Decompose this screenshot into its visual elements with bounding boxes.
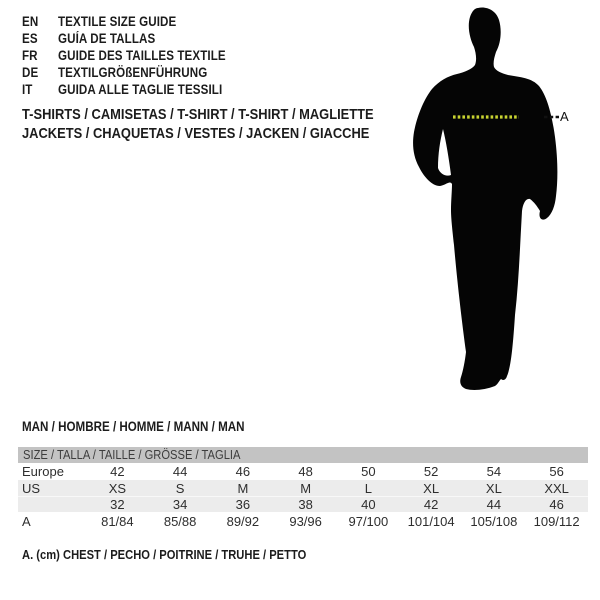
table-cell: 93/96 [289, 513, 322, 529]
table-cell: XL [423, 480, 440, 496]
table-cell: 109/112 [533, 513, 580, 529]
table-cell: 97/100 [348, 513, 389, 529]
table-cell: XS [108, 480, 127, 496]
table-cell: 81/84 [101, 513, 134, 529]
table-cell: 50 [361, 464, 376, 479]
language-title: GUÍA DE TALLAS [58, 31, 156, 46]
row-label: Europe [22, 464, 64, 479]
table-cell: M [300, 480, 312, 496]
table-cell: 52 [423, 464, 439, 479]
table-cell: 56 [549, 464, 564, 479]
garment-type-lines [22, 105, 431, 143]
table-cell: 89/92 [226, 513, 260, 529]
row-label: US [22, 480, 41, 496]
man-silhouette-path [413, 8, 557, 391]
table-cell: 101/104 [407, 513, 455, 529]
garment-line-jackets: JACKETS / CHAQUETAS / VESTES / JACKEN / GIACCHE [22, 125, 370, 142]
table-cell: 46 [235, 464, 251, 479]
table-cell: 38 [298, 497, 313, 512]
table-cell: 42 [423, 497, 439, 512]
table-cell: 32 [110, 497, 125, 512]
size-table-header [18, 447, 588, 463]
table-cell: 48 [298, 464, 313, 479]
table-row-us [18, 480, 588, 496]
table-cell: XXL [544, 480, 569, 496]
language-code: ES [22, 31, 38, 46]
language-row-fr [22, 47, 253, 64]
table-cell: 44 [486, 497, 502, 512]
language-title-list [22, 13, 253, 98]
language-row-it [22, 81, 253, 98]
table-cell: S [175, 480, 185, 496]
table-row-us-numeric [18, 496, 588, 512]
table-row-europe [18, 463, 588, 480]
table-cell: 105/108 [470, 513, 518, 529]
language-row-de [22, 64, 253, 81]
table-cell: 34 [172, 497, 188, 512]
table-cell: 40 [361, 497, 376, 512]
language-code: FR [22, 48, 38, 63]
garment-line-tshirts: T-SHIRTS / CAMISETAS / T-SHIRT / T-SHIRT / MAGLIETTE [22, 106, 374, 123]
table-cell: 46 [549, 497, 564, 512]
row-label: A [22, 513, 31, 529]
table-cell: 36 [235, 497, 251, 512]
table-cell: 44 [172, 464, 188, 479]
table-cell: 85/88 [163, 513, 197, 529]
size-table-header-label: SIZE / TALLA / TAILLE / GRÖSSE / TAGLIA [23, 447, 241, 462]
chest-footnote: A. (cm) CHEST / PECHO / POITRINE / TRUHE / PETTO [22, 547, 307, 562]
table-cell: L [364, 480, 372, 496]
table-row-chest-a [18, 512, 588, 530]
language-title: GUIDE DES TAILLES TEXTILE [58, 48, 226, 63]
man-silhouette-graphic [405, 5, 575, 395]
language-code: DE [22, 65, 39, 80]
language-row-es [22, 30, 253, 47]
language-row-en [22, 13, 253, 30]
size-table [18, 447, 588, 530]
table-cell: M [237, 480, 249, 496]
table-cell: XL [485, 480, 502, 496]
table-cell: 42 [110, 464, 125, 479]
language-title: TEXTILGRÖßENFÜHRUNG [58, 65, 208, 80]
language-title: TEXTILE SIZE GUIDE [58, 14, 177, 29]
measure-label-a: A [560, 109, 569, 124]
man-silhouette-figure [405, 5, 575, 395]
table-cell: 54 [486, 464, 502, 479]
language-title: GUIDA ALLE TAGLIE TESSILI [58, 82, 223, 97]
section-title-man: MAN / HOMBRE / HOMME / MANN / MAN [22, 419, 245, 434]
language-code: IT [22, 82, 33, 97]
language-code: EN [22, 14, 39, 29]
